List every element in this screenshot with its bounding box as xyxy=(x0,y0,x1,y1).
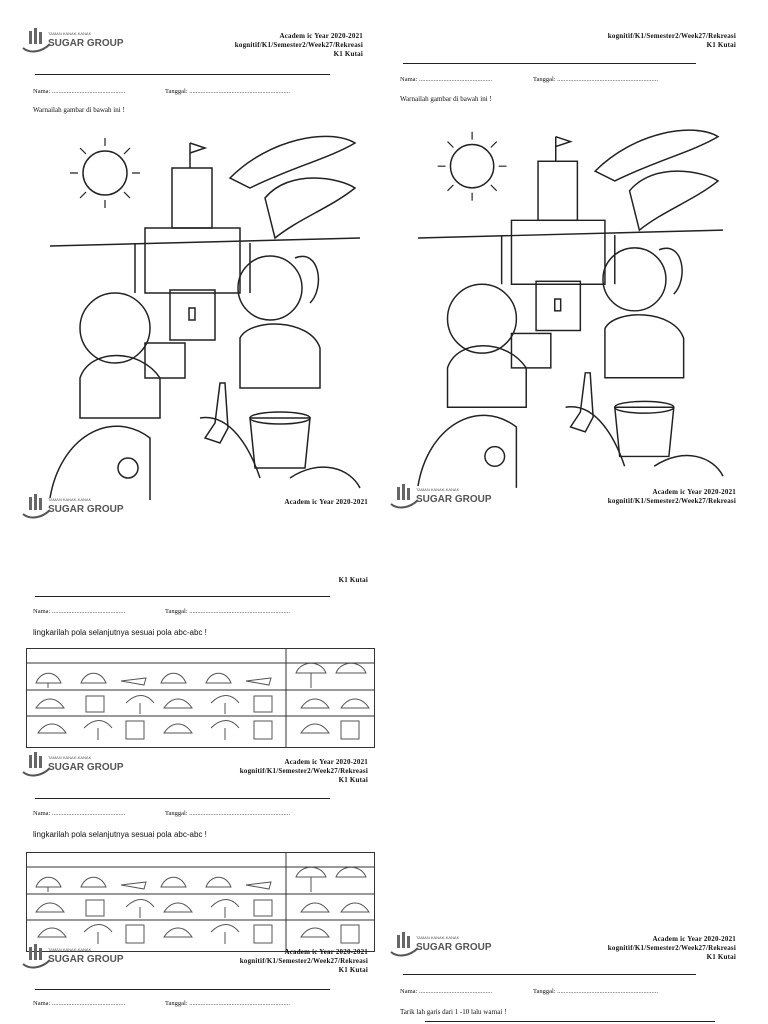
course-code: kognitif/K1/Semester2/Week27/Rekreasi xyxy=(234,41,363,49)
header-rule xyxy=(35,989,330,990)
sugar-group-logo xyxy=(20,490,124,520)
course-code: kognitif/K1/Semester2/Week27/Rekreasi xyxy=(239,767,368,775)
pattern-table xyxy=(26,852,376,952)
academic-year: Academ ic Year 2020-2021 xyxy=(284,758,368,766)
instruction-pattern: lingkarilah pola selanjutnya sesuai pola abc-abc ! xyxy=(33,830,207,839)
date-field[interactable]: Tanggal: .............................................................. xyxy=(165,1000,291,1007)
svg-text:TAMAN KANAK-KANAK: TAMAN KANAK-KANAK xyxy=(48,947,92,952)
header-block xyxy=(163,32,363,59)
course-code: kognitif/K1/Semester2/Week27/Rekreasi xyxy=(607,944,736,952)
name-field[interactable]: Nama: ............................................. xyxy=(33,1000,126,1007)
academic-year: Academ ic Year 2020-2021 xyxy=(652,935,736,943)
svg-text:TAMAN KANAK-KANAK: TAMAN KANAK-KANAK xyxy=(48,31,92,36)
header-block xyxy=(516,488,736,506)
footer-rule xyxy=(425,1021,715,1022)
header-block xyxy=(168,576,368,585)
header-rule xyxy=(403,974,696,975)
header-rule xyxy=(35,74,330,75)
sugar-group-logo xyxy=(388,928,492,958)
date-field[interactable]: Tanggal: .............................................................. xyxy=(165,810,291,817)
date-field[interactable]: Tanggal: .............................................................. xyxy=(165,608,291,615)
header-rule xyxy=(403,63,696,64)
svg-text:SUGAR GROUP: SUGAR GROUP xyxy=(416,494,492,505)
svg-text:TAMAN KANAK-KANAK: TAMAN KANAK-KANAK xyxy=(416,487,460,492)
sugar-group-logo xyxy=(20,748,124,778)
name-field[interactable]: Nama: ............................................. xyxy=(400,988,493,995)
academic-year: Academ ic Year 2020-2021 xyxy=(284,498,368,506)
header-block xyxy=(516,32,736,50)
class-name: K1 Kutai xyxy=(338,966,368,974)
header-rule xyxy=(35,596,330,597)
class-name: K1 Kutai xyxy=(706,41,736,49)
header-block xyxy=(168,758,368,785)
svg-text:SUGAR GROUP: SUGAR GROUP xyxy=(416,942,492,953)
svg-text:TAMAN KANAK-KANAK: TAMAN KANAK-KANAK xyxy=(48,497,92,502)
instruction-color: Warnailah gambar di bawah ini ! xyxy=(400,95,492,103)
pattern-table xyxy=(26,648,376,748)
svg-text:SUGAR GROUP: SUGAR GROUP xyxy=(48,38,124,49)
svg-text:SUGAR GROUP: SUGAR GROUP xyxy=(48,954,124,965)
name-field[interactable]: Nama: ............................................. xyxy=(400,76,493,83)
header-block xyxy=(516,935,736,962)
instruction-color: Warnailah gambar di bawah ini ! xyxy=(33,106,125,114)
date-field[interactable]: Tanggal: .............................................................. xyxy=(533,988,659,995)
class-name: K1 Kutai xyxy=(333,50,363,58)
name-field[interactable]: Nama: ............................................. xyxy=(33,608,126,615)
name-field[interactable]: Nama: ............................................. xyxy=(33,810,126,817)
date-field[interactable]: Tanggal: .............................................................. xyxy=(165,88,291,95)
sandcastle-coloring-image xyxy=(50,118,360,500)
academic-year: Academ ic Year 2020-2021 xyxy=(284,948,368,956)
sugar-group-logo xyxy=(388,480,492,510)
sugar-group-logo xyxy=(20,24,124,54)
header-rule xyxy=(35,798,330,799)
class-name: K1 Kutai xyxy=(706,953,736,961)
header-block xyxy=(168,498,368,507)
date-field[interactable]: Tanggal: .............................................................. xyxy=(533,76,659,83)
course-code: kognitif/K1/Semester2/Week27/Rekreasi xyxy=(239,957,368,965)
instruction-trace: Tarik lah garis dari 1 -10 lalu warnai ! xyxy=(400,1008,507,1016)
sugar-group-logo xyxy=(20,940,124,970)
sandcastle-coloring-image xyxy=(418,110,723,490)
course-code: kognitif/K1/Semester2/Week27/Rekreasi xyxy=(607,497,736,505)
course-code: kognitif/K1/Semester2/Week27/Rekreasi xyxy=(607,32,736,40)
instruction-pattern: lingkarilah pola selanjutnya sesuai pola abc-abc ! xyxy=(33,628,207,637)
academic-year: Academ ic Year 2020-2021 xyxy=(279,32,363,40)
svg-text:TAMAN KANAK-KANAK: TAMAN KANAK-KANAK xyxy=(416,935,460,940)
academic-year: Academ ic Year 2020-2021 xyxy=(652,488,736,496)
svg-text:TAMAN KANAK-KANAK: TAMAN KANAK-KANAK xyxy=(48,755,92,760)
svg-text:SUGAR GROUP: SUGAR GROUP xyxy=(48,504,124,515)
class-name: K1 Kutai xyxy=(338,576,368,584)
name-field[interactable]: Nama: ............................................. xyxy=(33,88,126,95)
class-name: K1 Kutai xyxy=(338,776,368,784)
svg-text:SUGAR GROUP: SUGAR GROUP xyxy=(48,762,124,773)
header-block xyxy=(168,948,368,975)
